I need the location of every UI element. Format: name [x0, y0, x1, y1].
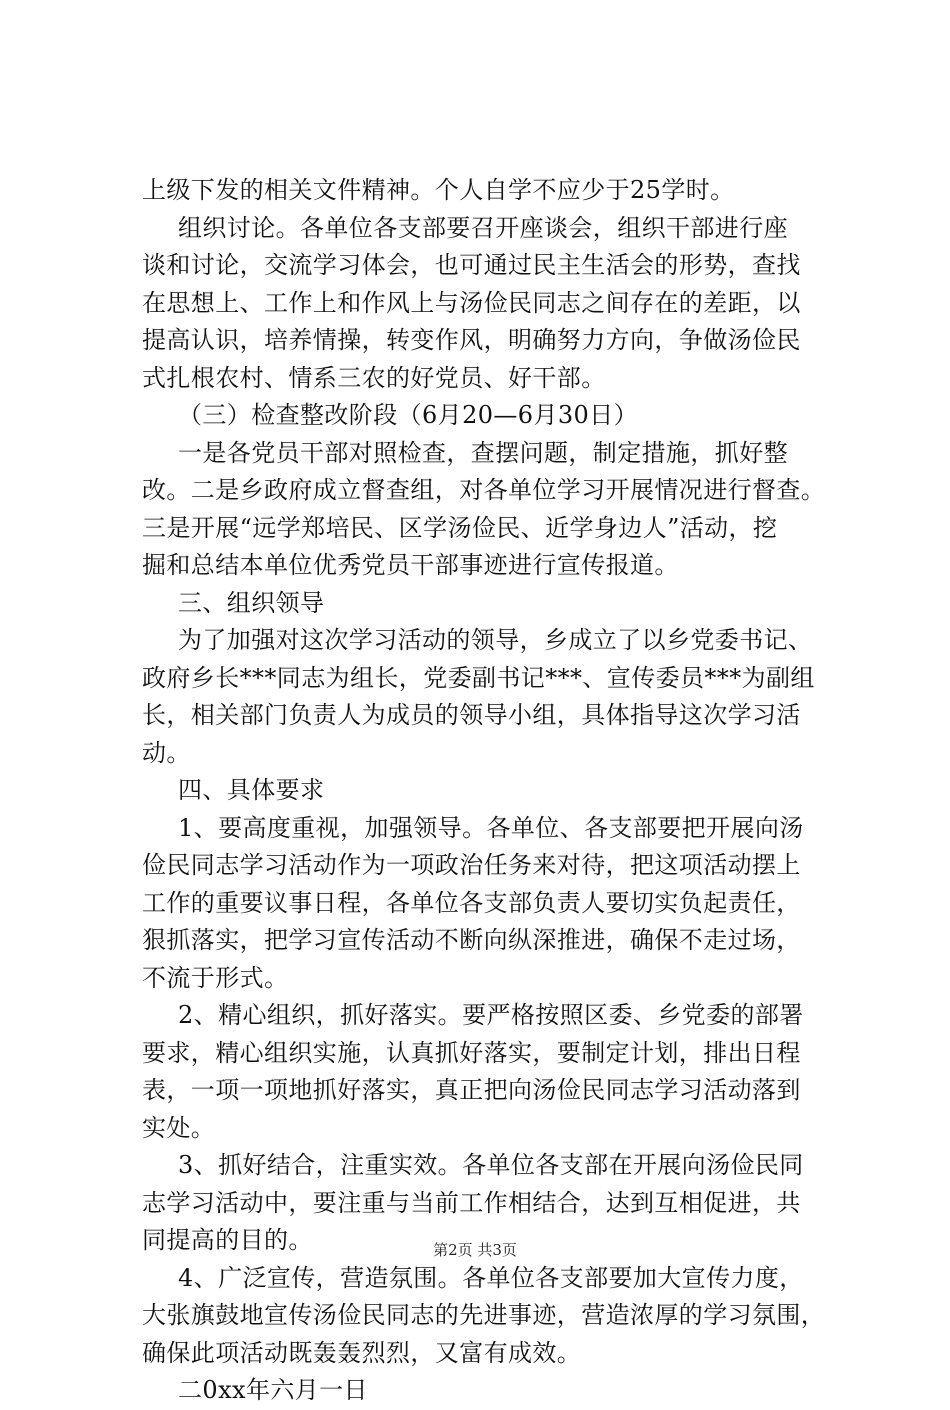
page-footer [0, 1240, 950, 1260]
document-date: 二0xx年六月一日 [178, 1376, 368, 1404]
text-line: 工作的重要议事日程，各单位各支部负责人要切实负起责任， [142, 888, 801, 917]
text-line: 俭民同志学习活动作为一项政治任务来对待，把这项活动摆上 [142, 851, 801, 879]
text-line: 1、要高度重视，加强领导。各单位、各支部要把开展向汤 [178, 813, 804, 842]
text-line: 实处。 [142, 1113, 216, 1142]
document-body [142, 172, 842, 1410]
text-line: 要求，精心组织实施，认真抓好落实，要制定计划，排出日程 [142, 1038, 801, 1067]
text-line: 确保此项活动既轰轰烈烈，又富有成效。 [142, 1338, 582, 1367]
text-line: 为了加强对这次学习活动的领导，乡成立了以乡党委书记、 [178, 626, 813, 654]
section-heading: （三）检查整改阶段（6月20—6月30日） [178, 401, 639, 429]
text-line: 不流于形式。 [142, 963, 289, 992]
text-line: 表，一项一项地抓好落实，真正把向汤俭民同志学习活动落到 [142, 1076, 801, 1104]
text-line: 上级下发的相关文件精神。个人自学不应少于25学时。 [142, 176, 735, 204]
text-line: 掘和总结本单位优秀党员干部事迹进行宣传报道。 [142, 551, 679, 579]
text-line: 在思想上、工作上和作风上与汤俭民同志之间存在的差距，以 [142, 288, 801, 317]
text-line: 大张旗鼓地宣传汤俭民同志的先进事迹，营造浓厚的学习氛围， [142, 1301, 826, 1329]
text-line: 提高认识，培养情操，转变作风，明确努力方向，争做汤俭民 [142, 326, 801, 354]
text-line: 谈和讨论，交流学习体会，也可通过民主生活会的形势，查找 [142, 251, 801, 279]
text-line: 改。二是乡政府成立督查组，对各单位学习开展情况进行督查。 [142, 476, 826, 504]
text-line: 三是开展“远学郑培民、区学汤俭民、近学身边人”活动，挖 [142, 513, 778, 542]
text-line: 2、精心组织，抓好落实。要严格按照区委、乡党委的部署 [178, 1001, 804, 1029]
text-line: 政府乡长***同志为组长，党委副书记***、宣传委员***为副组 [142, 663, 815, 692]
text-line: 同提高的目的。 [142, 1226, 313, 1254]
text-line: 3、抓好结合，注重实效。各单位各支部在开展向汤俭民同 [178, 1151, 804, 1179]
text-line: 一是各党员干部对照检查，查摆问题，制定措施，抓好整 [178, 438, 788, 467]
text-line: 4、广泛宣传，营造氛围。各单位各支部要加大宣传力度， [178, 1263, 804, 1292]
section-heading: 四、具体要求 [178, 776, 325, 804]
text-line: 狠抓落实，把学习宣传活动不断向纵深推进，确保不走过场， [142, 926, 801, 954]
text-line: 式扎根农村、情系三农的好党员、好干部。 [142, 363, 606, 392]
text-line: 长，相关部门负责人为成员的领导小组，具体指导这次学习活 [142, 701, 801, 729]
section-heading: 三、组织领导 [178, 588, 325, 617]
text-line: 组织讨论。各单位各支部要召开座谈会，组织干部进行座 [178, 213, 788, 242]
text-line: 志学习活动中，要注重与当前工作相结合，达到互相促进，共 [142, 1188, 801, 1217]
text-line: 动。 [142, 738, 191, 767]
page-number: 第2页 共3页 [433, 1241, 517, 1259]
